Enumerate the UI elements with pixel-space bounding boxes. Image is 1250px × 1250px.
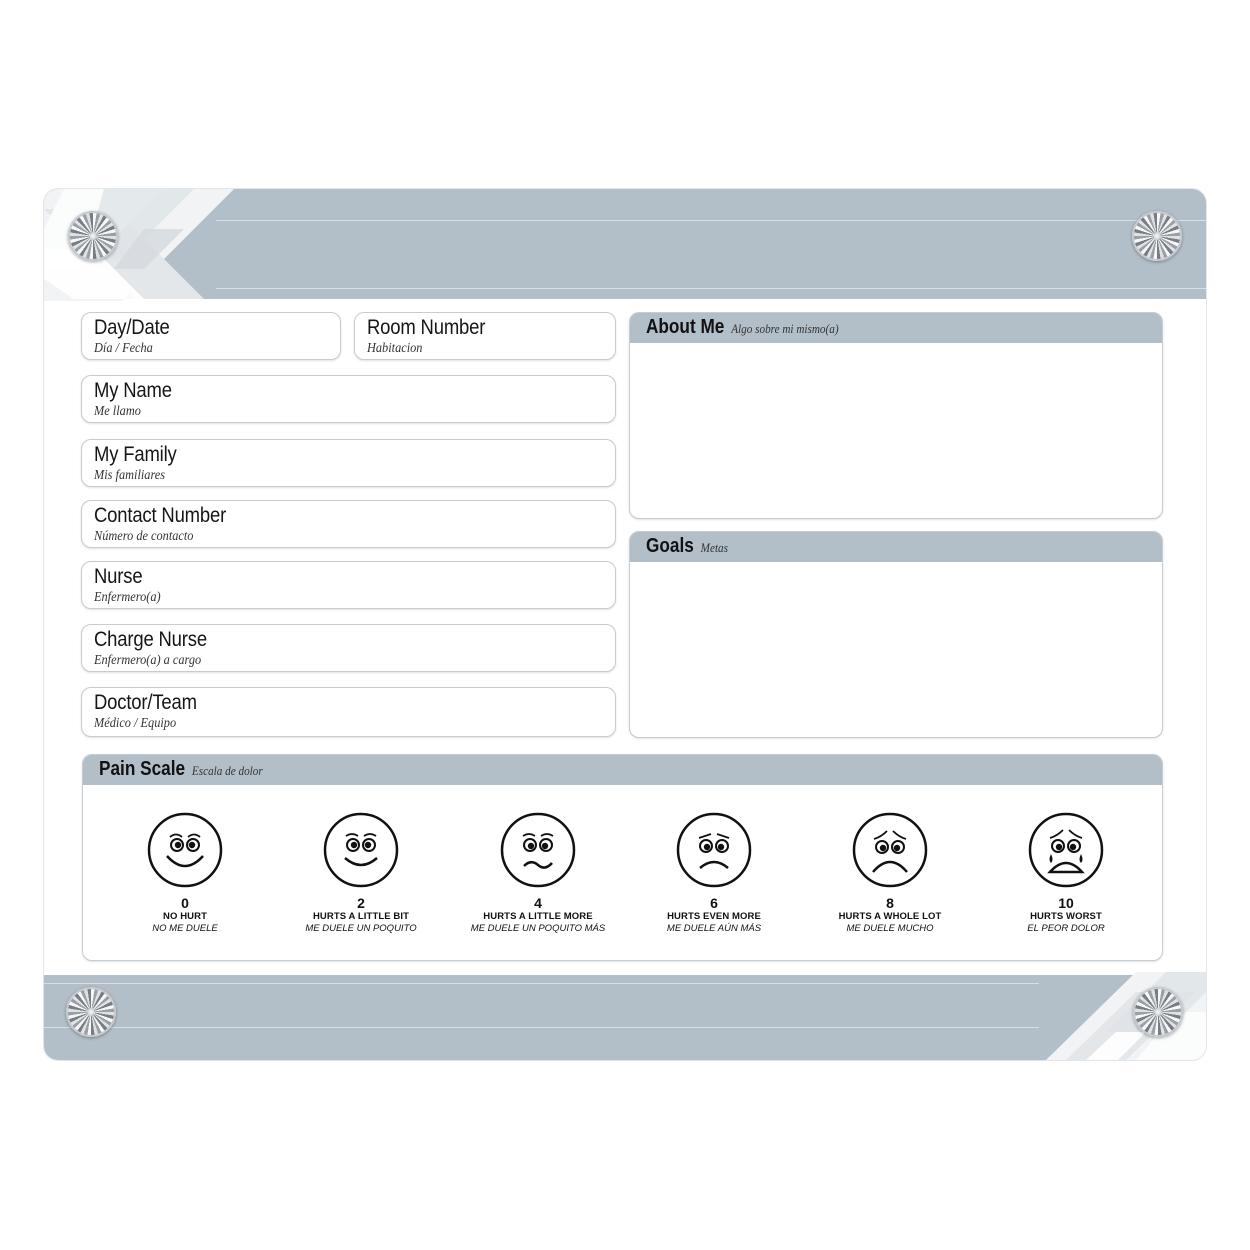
goals-header	[630, 532, 1162, 562]
room-number-label: Room Number	[367, 316, 486, 339]
nurse-field[interactable]	[81, 561, 616, 609]
day-date-label: Day/Date	[94, 316, 170, 339]
charge-nurse-label: Charge Nurse	[94, 628, 207, 651]
pain-scale-header	[83, 755, 1162, 785]
pain-level-8-value: 8	[886, 895, 894, 911]
frowning-face-icon	[676, 812, 752, 888]
pain-level-2-value: 2	[357, 895, 365, 911]
charge-nurse-field[interactable]	[81, 624, 616, 672]
pain-scale-subtitle: Escala de dolor	[191, 763, 263, 778]
pain-level-0-value: 0	[181, 895, 189, 911]
my-family-sublabel: Mis familiares	[94, 468, 166, 483]
pain-level-10-value: 10	[1058, 895, 1074, 911]
sad-face-icon	[852, 812, 928, 888]
pain-level-4-value: 4	[534, 895, 542, 911]
charge-nurse-sublabel: Enfermero(a) a cargo	[94, 653, 202, 668]
pain-level-6-label: HURTS EVEN MORE	[667, 911, 761, 922]
uneasy-face-icon	[500, 812, 576, 888]
about-me-title: About Me	[646, 316, 725, 338]
nurse-sublabel: Enfermero(a)	[94, 590, 161, 605]
pain-level-2-label: HURTS A LITTLE BIT	[312, 911, 410, 922]
day-date-sublabel: Día / Fecha	[94, 341, 153, 356]
about-me-panel[interactable]	[629, 312, 1163, 519]
pain-level-4-label: HURTS A LITTLE MORE	[483, 911, 593, 922]
my-name-sublabel: Me llamo	[94, 404, 141, 419]
standoff-screw-bottom-right	[1133, 987, 1183, 1037]
pain-scale-panel	[82, 754, 1163, 961]
my-name-label: My Name	[94, 379, 172, 402]
pain-level-4-sublabel: ME DUELE UN POQUITO MÁS	[470, 923, 606, 934]
my-family-label: My Family	[94, 443, 177, 466]
goals-title: Goals	[646, 535, 694, 557]
pain-level-6[interactable]	[639, 812, 789, 935]
doctor-team-label: Doctor/Team	[94, 691, 197, 714]
pain-level-2[interactable]	[286, 812, 436, 935]
nurse-label: Nurse	[94, 565, 143, 588]
room-number-sublabel: Habitacion	[367, 341, 423, 356]
standoff-screw-top-right	[1132, 211, 1182, 261]
pain-level-10-sublabel: EL PEOR DOLOR	[1027, 923, 1105, 934]
pain-level-0[interactable]	[110, 812, 260, 935]
pain-level-10-label: HURTS WORST	[1030, 911, 1102, 922]
crying-face-icon	[1028, 812, 1104, 888]
doctor-team-field[interactable]	[81, 687, 616, 737]
slight-smile-face-icon	[323, 812, 399, 888]
pain-level-6-sublabel: ME DUELE AÚN MÁS	[666, 923, 762, 934]
goals-subtitle: Metas	[700, 540, 729, 555]
smiling-face-icon	[147, 812, 223, 888]
pain-level-8-sublabel: ME DUELE MUCHO	[846, 923, 934, 934]
pain-level-0-sublabel: NO ME DUELE	[152, 923, 218, 934]
pain-level-4[interactable]	[463, 812, 613, 935]
whiteboard	[44, 189, 1206, 1060]
standoff-screw-bottom-left	[66, 987, 116, 1037]
bottom-band	[44, 975, 1206, 1060]
standoff-screw-top-left	[68, 211, 118, 261]
room-number-field[interactable]	[354, 312, 616, 360]
pain-level-2-sublabel: ME DUELE UN POQUITO	[305, 923, 417, 934]
pain-level-0-label: NO HURT	[163, 911, 207, 922]
contact-number-label: Contact Number	[94, 504, 227, 527]
about-me-subtitle: Algo sobre mi mismo(a)	[731, 321, 839, 336]
goals-panel[interactable]	[629, 531, 1163, 738]
contact-number-field[interactable]	[81, 500, 616, 548]
contact-number-sublabel: Número de contacto	[94, 529, 194, 544]
about-me-header	[630, 313, 1162, 343]
pain-scale-title: Pain Scale	[99, 758, 186, 780]
pain-level-10[interactable]	[991, 812, 1141, 935]
my-name-field[interactable]	[81, 375, 616, 423]
doctor-team-sublabel: Médico / Equipo	[94, 716, 177, 731]
pain-level-6-value: 6	[710, 895, 718, 911]
my-family-field[interactable]	[81, 439, 616, 487]
pain-level-8-label: HURTS A WHOLE LOT	[838, 911, 942, 922]
pain-level-8[interactable]	[815, 812, 965, 935]
day-date-field[interactable]	[81, 312, 341, 360]
